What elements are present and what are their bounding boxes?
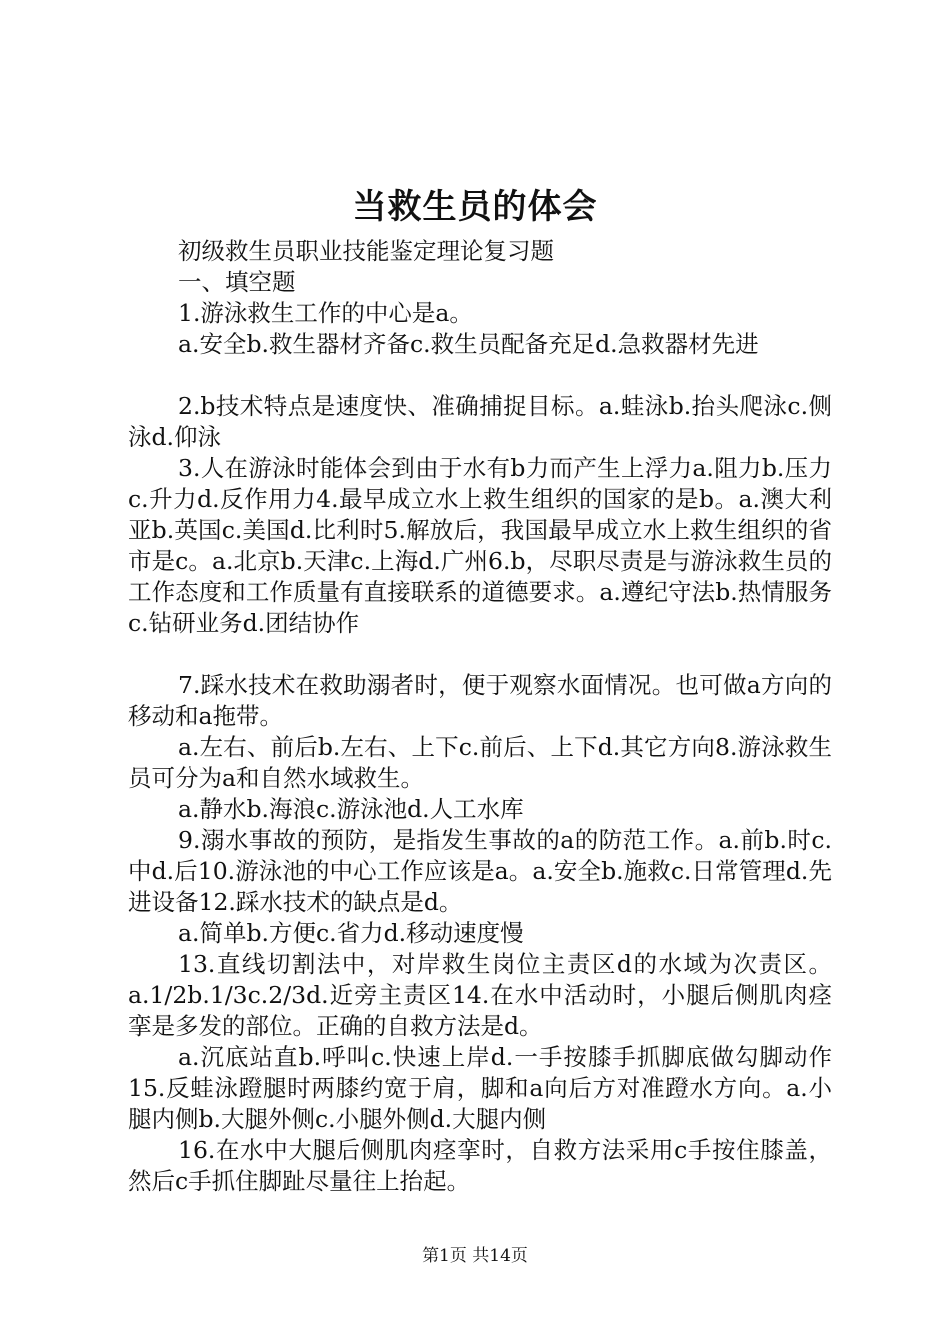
paragraph-section-heading: 一、填空题 — [178, 268, 296, 296]
page-footer: 第1页 共14页 — [422, 1246, 528, 1266]
document-body — [128, 236, 832, 1197]
paragraph-options-12: a.简单b.方便c.省力d.移动速度慢 — [178, 919, 524, 947]
paragraph-question-2: 2.b技术特点是速度快、准确捕捉目标。a.蛙泳b.抬头爬泳c.侧泳d.仰泳 — [128, 392, 832, 451]
paragraph-question-7: 7.踩水技术在救助溺者时，便于观察水面情况。也可做a方向的移动和a拖带。 — [128, 671, 832, 730]
paragraph-questions-9-12: 9.溺水事故的预防，是指发生事故的a的防范工作。a.前b.时c.中d.后10.游泳池的中心工作应该是a。a.安全b.施救c.日常管理d.先进设备12.踩水技术的缺点是d。 — [128, 826, 832, 916]
document-title: 当救生员的体会 — [352, 187, 598, 227]
paragraph-options-14-question-15: a.沉底站直b.呼叫c.快速上岸d.一手按膝手抓脚底做勾脚动作15.反蛙泳蹬腿时两膝约宽于肩，脚和a向后方对准蹬水方向。a.小腿内侧b.大腿外侧c.小腿外侧d.大腿内侧 — [128, 1043, 832, 1133]
paragraph-options-7-question-8: a.左右、前后b.左右、上下c.前后、上下d.其它方向8.游泳救生员可分为a和自然水域救生。 — [128, 733, 832, 792]
paragraph-options-1: a.安全b.救生器材齐备c.救生员配备充足d.急救器材先进 — [178, 330, 759, 358]
paragraph-question-1: 1.游泳救生工作的中心是a。 — [178, 299, 473, 327]
paragraph-question-16: 16.在水中大腿后侧肌肉痉挛时，自救方法采用c手按住膝盖，然后c手抓住脚趾尽量往上抬起。 — [128, 1136, 832, 1195]
paragraph-subtitle: 初级救生员职业技能鉴定理论复习题 — [178, 237, 554, 265]
paragraph-questions-13-14: 13.直线切割法中，对岸救生岗位主责区d的水域为次责区。a.1/2b.1/3c.2/3d.近旁主责区14.在水中活动时，小腿后侧肌肉痉挛是多发的部位。正确的自救方法是d。 — [128, 950, 832, 1040]
paragraph-questions-3-6: 3.人在游泳时能体会到由于水有b力而产生上浮力a.阻力b.压力c.升力d.反作用力4.最早成立水上救生组织的国家的是b。a.澳大利亚b.英国c.美国d.比利时5.解放后，我国最早成立水上救生组织的省市是c。a.北京b.天津c.上海d.广州6.b，尽职尽责是与游泳救生员的工作态度和工作质量有直接联系的道德要求。a.遵纪守法b.热情服务c.钻研业务d.团结协作 — [128, 454, 832, 637]
paragraph-options-8: a.静水b.海浪c.游泳池d.人工水库 — [178, 795, 524, 823]
